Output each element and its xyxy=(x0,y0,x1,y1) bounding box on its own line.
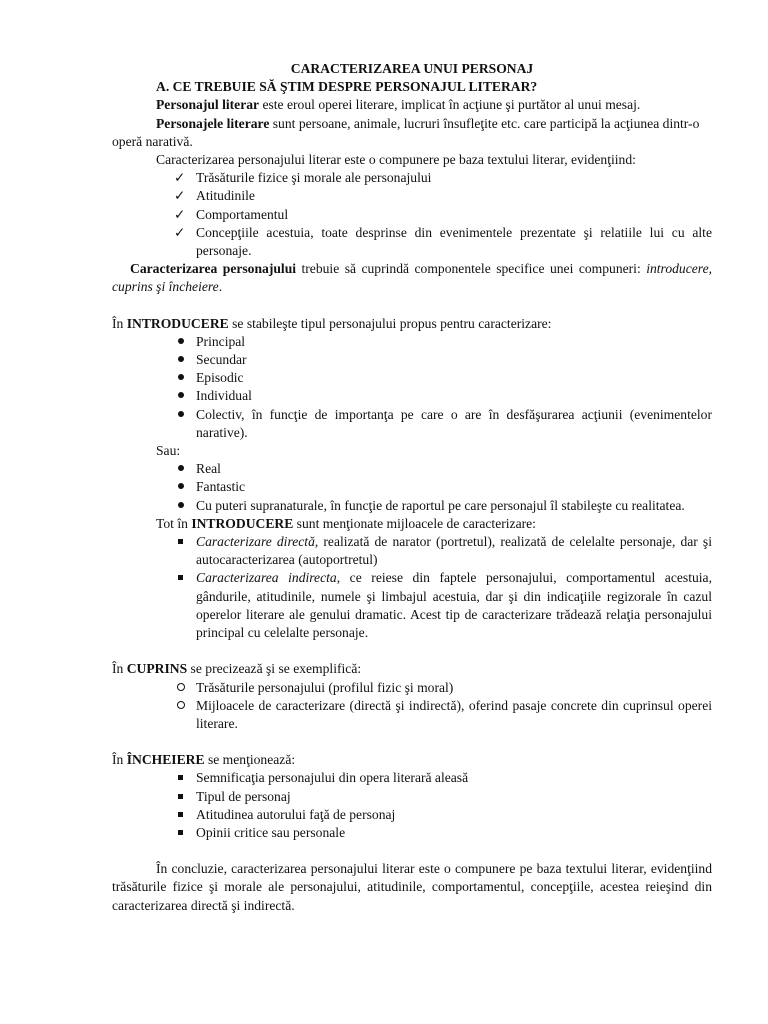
heading-text: se menţionează: xyxy=(204,752,296,768)
square-bullet-icon xyxy=(178,812,183,817)
spacer xyxy=(112,842,712,860)
heading-prefix: În xyxy=(112,752,127,768)
list-item xyxy=(112,206,712,224)
heading-keyword: CUPRINS xyxy=(126,661,188,677)
list-item-text: Fantastic xyxy=(196,479,246,495)
bullet-icon xyxy=(178,392,184,398)
list-item-text: Trăsăturile fizice şi morale ale personajului xyxy=(196,170,432,186)
bullet-icon xyxy=(178,338,184,344)
components-text: trebuie să cuprindă componentele specifice unei compuneri: xyxy=(296,261,647,277)
list-item xyxy=(112,369,712,387)
list-item xyxy=(112,824,712,842)
bullet-icon xyxy=(178,411,184,417)
list-item-text: Opinii critice sau personale xyxy=(196,824,346,840)
circle-bullet-icon xyxy=(177,701,185,709)
list-item-text: Concepţiile acestuia, toate desprinse din evenimentele prezentate şi relatiile lui cu alte personaje. xyxy=(196,224,712,259)
components-paragraph xyxy=(112,260,712,296)
square-list xyxy=(112,533,712,642)
square-bullet-icon xyxy=(178,775,183,780)
definition-personaje xyxy=(112,115,712,151)
sau-label: Sau: xyxy=(156,443,181,459)
list-item xyxy=(112,460,712,478)
list-item-text: Real xyxy=(196,461,221,477)
list-item-text: , ce reiese din faptele personajului, comportamentul acestuia, gândurile, atitudinile, numele şi limbajul acestuia, dar şi din indicaţiile regizorale în cazul operelor literare ale genului dramatic. Acest tip de caracterizare trădează relaţia personajului principal cu celelalte personaje. xyxy=(196,570,712,641)
list-item xyxy=(112,769,712,787)
list-item-term: Caracterizare directă xyxy=(196,534,315,550)
list-item-text: Semnificaţia personajului din opera literară aleasă xyxy=(196,770,469,786)
conclusion-paragraph: În concluzie, caracterizarea personajului literar este o compunere pe baza textului literar, evidenţiind trăsăturile fizice şi morale ale personajului, atitudinile, comportamentul, concepţiile, acestea reieşind din caracterizarea directă şi indirectă. xyxy=(112,861,712,913)
spacer xyxy=(112,297,712,315)
check-icon: ✓ xyxy=(174,188,186,204)
list-item-text: Secundar xyxy=(196,352,247,368)
list-item xyxy=(112,697,712,733)
list-item xyxy=(112,478,712,496)
list-item xyxy=(112,569,712,642)
heading-keyword: ÎNCHEIERE xyxy=(126,752,205,768)
check-icon: ✓ xyxy=(174,170,186,186)
check-icon: ✓ xyxy=(174,224,186,240)
list-item-text: Cu puteri supranaturale, în funcţie de raportul pe care personajul îl stabileşte cu realitatea. xyxy=(196,497,685,513)
square-bullet-icon xyxy=(178,539,183,544)
heading-prefix: În xyxy=(112,661,127,677)
list-item-text: Atitudinea autorului faţă de personaj xyxy=(196,806,396,822)
list-item xyxy=(112,679,712,697)
square-bullet-icon xyxy=(178,794,183,799)
bullet-icon xyxy=(178,374,184,380)
list-item-term: Caracterizarea indirecta xyxy=(196,570,337,586)
introducere-heading xyxy=(112,315,712,333)
definition-text: este eroul operei literare, implicat în acţiune şi purtător al unui mesaj. xyxy=(259,97,641,113)
intro-line: Caracterizarea personajului literar este o compunere pe baza textului literar, evidenţiind: xyxy=(156,152,636,168)
list-item-text: Episodic xyxy=(196,370,244,386)
heading-keyword: INTRODUCERE xyxy=(126,315,229,331)
bullet-icon xyxy=(178,465,184,471)
list-item-text: Individual xyxy=(196,388,252,404)
list-item-text: Atitudinile xyxy=(196,188,255,204)
heading-prefix: Tot în xyxy=(156,515,192,531)
definition-personaj xyxy=(112,96,712,114)
definition-term: Personajul literar xyxy=(156,97,260,113)
spacer xyxy=(112,642,712,660)
section-a-heading: A. CE TREBUIE SĂ ŞTIM DESPRE PERSONAJUL LITERAR? xyxy=(156,79,538,95)
document-title: CARACTERIZAREA UNUI PERSONAJ xyxy=(290,61,534,76)
list-item xyxy=(112,533,712,569)
list-item-text: Tipul de personaj xyxy=(196,788,291,804)
square-bullet-icon xyxy=(178,575,183,580)
heading-text: sunt menţionate mijloacele de caracterizare: xyxy=(293,515,536,531)
list-item-text: Comportamentul xyxy=(196,206,289,222)
list-item-text: Colectiv, în funcţie de importanţa pe care o are în desfăşurarea acţiunii (evenimentelor narative). xyxy=(196,406,712,440)
circle-list xyxy=(112,679,712,734)
list-item xyxy=(112,333,712,351)
bullet-list xyxy=(112,333,712,442)
heading-text: se stabileşte tipul personajului propus pentru caracterizare: xyxy=(228,315,552,331)
components-list: introducere, cuprins şi încheiere xyxy=(112,261,713,295)
list-item xyxy=(112,187,712,205)
heading-prefix: În xyxy=(112,315,127,331)
heading-text: se precizează şi se exemplifică: xyxy=(187,661,362,677)
list-item xyxy=(112,806,712,824)
definition-term: Personajele literare xyxy=(156,115,270,131)
list-item xyxy=(112,497,712,515)
incheiere-heading xyxy=(112,751,712,769)
check-icon: ✓ xyxy=(174,206,186,222)
list-item xyxy=(112,224,712,260)
list-item xyxy=(112,788,712,806)
mijloace-heading xyxy=(112,515,712,533)
square-list xyxy=(112,769,712,842)
list-item xyxy=(112,387,712,405)
cuprins-heading xyxy=(112,660,712,678)
list-item-text: Trăsăturile personajului (profilul fizic şi moral) xyxy=(196,679,454,695)
spacer xyxy=(112,733,712,751)
circle-bullet-icon xyxy=(177,683,185,691)
bullet-list xyxy=(112,460,712,515)
bullet-icon xyxy=(178,502,184,508)
list-item-text: , realizată de narator (portretul), realizată de celelalte personaje, dar şi autocaracterizarea (autoportretul) xyxy=(196,534,712,568)
heading-keyword: INTRODUCERE xyxy=(191,515,294,531)
list-item xyxy=(112,351,712,369)
definition-text: sunt persoane, animale, lucruri însufleţite etc. care participă la acţiunea dintr-o operă narativă. xyxy=(112,115,700,149)
bullet-icon xyxy=(178,356,184,362)
components-term: Caracterizarea personajului xyxy=(130,261,297,277)
document-page xyxy=(112,60,712,915)
components-end: . xyxy=(218,279,223,295)
list-item-text: Mijloacele de caracterizare (directă şi indirectă), oferind pasaje concrete din cuprinsul operei literare. xyxy=(196,697,712,731)
list-item xyxy=(112,406,712,442)
check-list xyxy=(112,169,712,260)
list-item-text: Principal xyxy=(196,333,246,349)
square-bullet-icon xyxy=(178,830,183,835)
list-item xyxy=(112,169,712,187)
bullet-icon xyxy=(178,483,184,489)
